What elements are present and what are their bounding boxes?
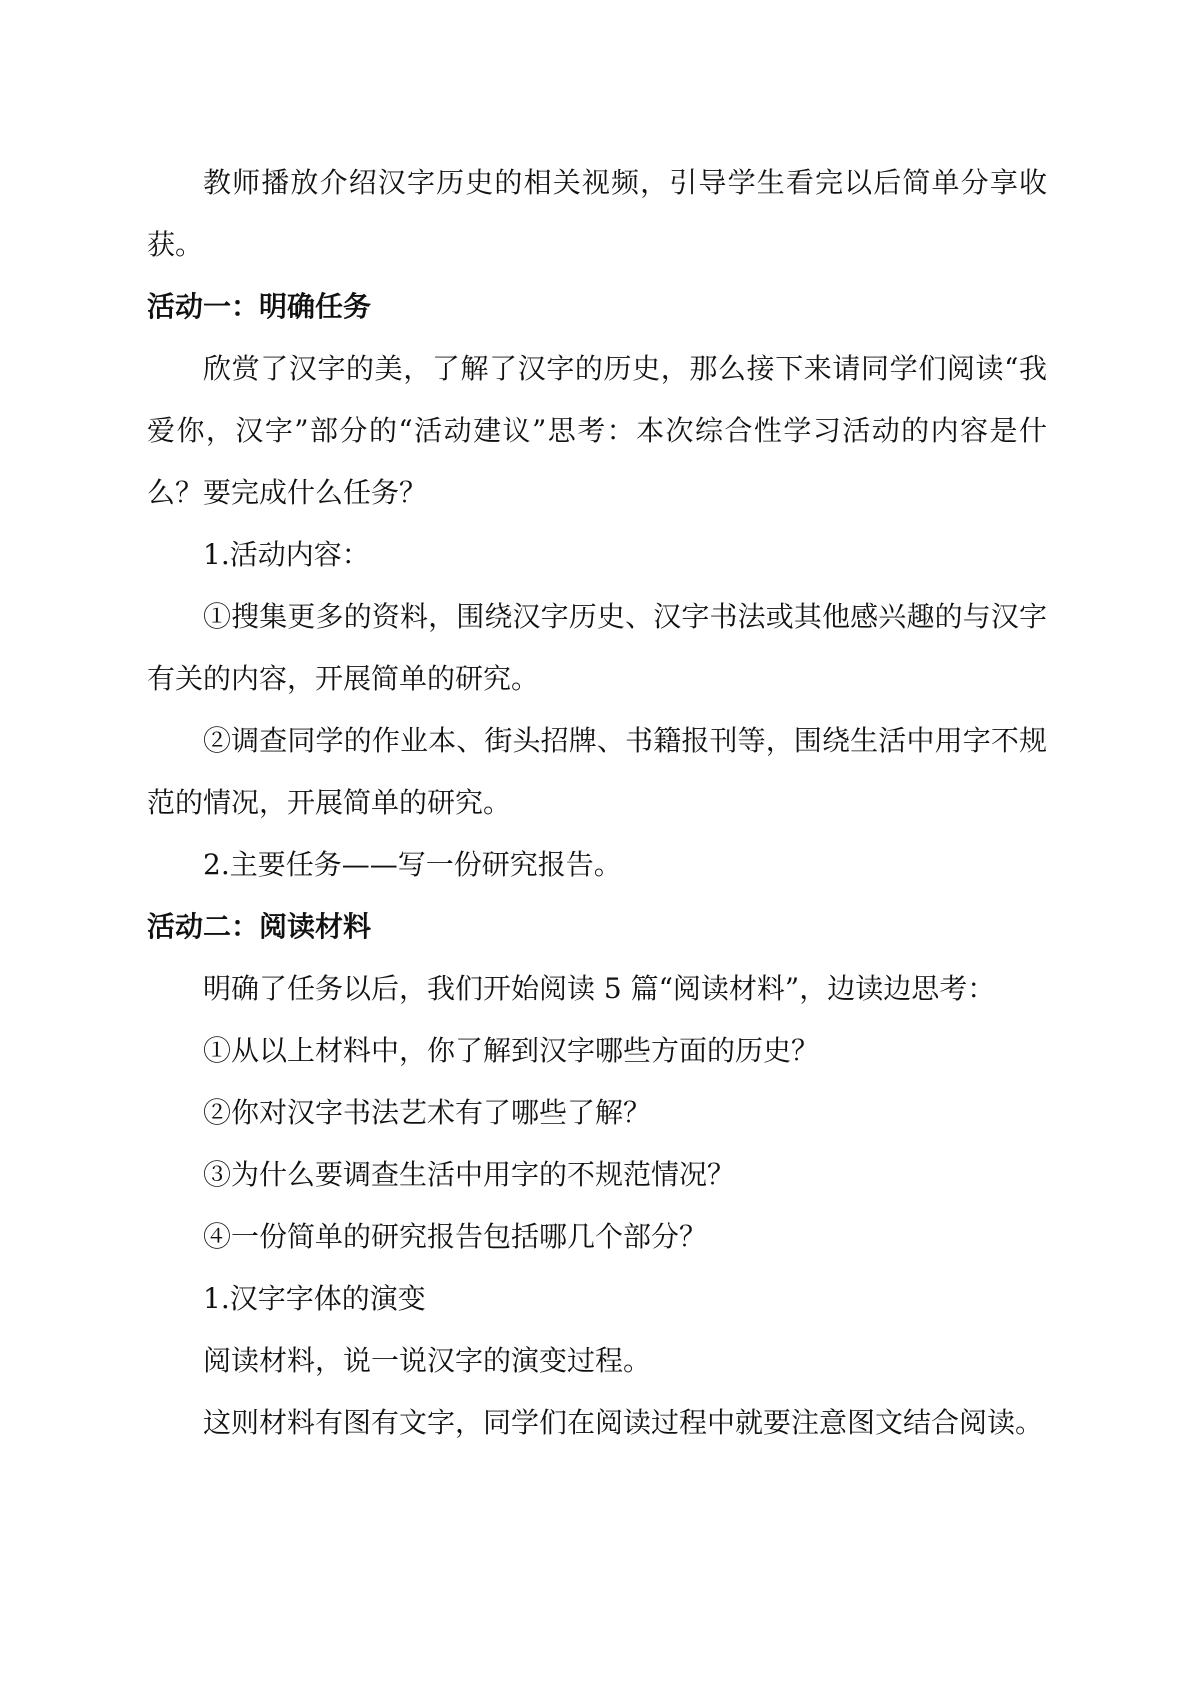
- heading-activity-two: 活动二：阅读材料: [147, 910, 372, 943]
- paragraph-reading-intro: 明确了任务以后，我们开始阅读 5 篇“阅读材料”，边读边思考：: [203, 972, 996, 1005]
- paragraph-content-item-2: ②调查同学的作业本、街头招牌、书籍报刊等，围绕生活中用字不规范的情况，开展简单的研究。: [147, 724, 1047, 819]
- paragraph-question-3: ③为什么要调查生活中用字的不规范情况？: [203, 1158, 736, 1191]
- paragraph-question-2: ②你对汉字书法艺术有了哪些了解？: [203, 1096, 652, 1129]
- paragraph-reading-instruction: 阅读材料，说一说汉字的演变过程。: [203, 1344, 652, 1377]
- paragraph-intro: 教师播放介绍汉字历史的相关视频，引导学生看完以后简单分享收获。: [147, 166, 1047, 261]
- paragraph-main-task: 2.主要任务——写一份研究报告。: [203, 848, 622, 881]
- paragraph-section-font-evolution: 1.汉字字体的演变: [203, 1282, 426, 1315]
- paragraph-question-4: ④一份简单的研究报告包括哪几个部分？: [203, 1220, 708, 1253]
- paragraph-activity-content-label: 1.活动内容：: [203, 538, 370, 571]
- heading-activity-one: 活动一：明确任务: [147, 290, 372, 323]
- document-body: [147, 152, 1047, 1454]
- paragraph-content-item-1: ①搜集更多的资料，围绕汉字历史、汉字书法或其他感兴趣的与汉字有关的内容，开展简单的研究。: [147, 600, 1047, 695]
- paragraph-reading-tip: 这则材料有图有文字，同学们在阅读过程中就要注意图文结合阅读。: [203, 1406, 1044, 1439]
- paragraph-question-1: ①从以上材料中，你了解到汉字哪些方面的历史？: [203, 1034, 820, 1067]
- paragraph-task-question: 欣赏了汉字的美，了解了汉字的历史，那么接下来请同学们阅读“我爱你，汉字”部分的“活动建议”思考：本次综合性学习活动的内容是什么？要完成什么任务？: [147, 352, 1047, 509]
